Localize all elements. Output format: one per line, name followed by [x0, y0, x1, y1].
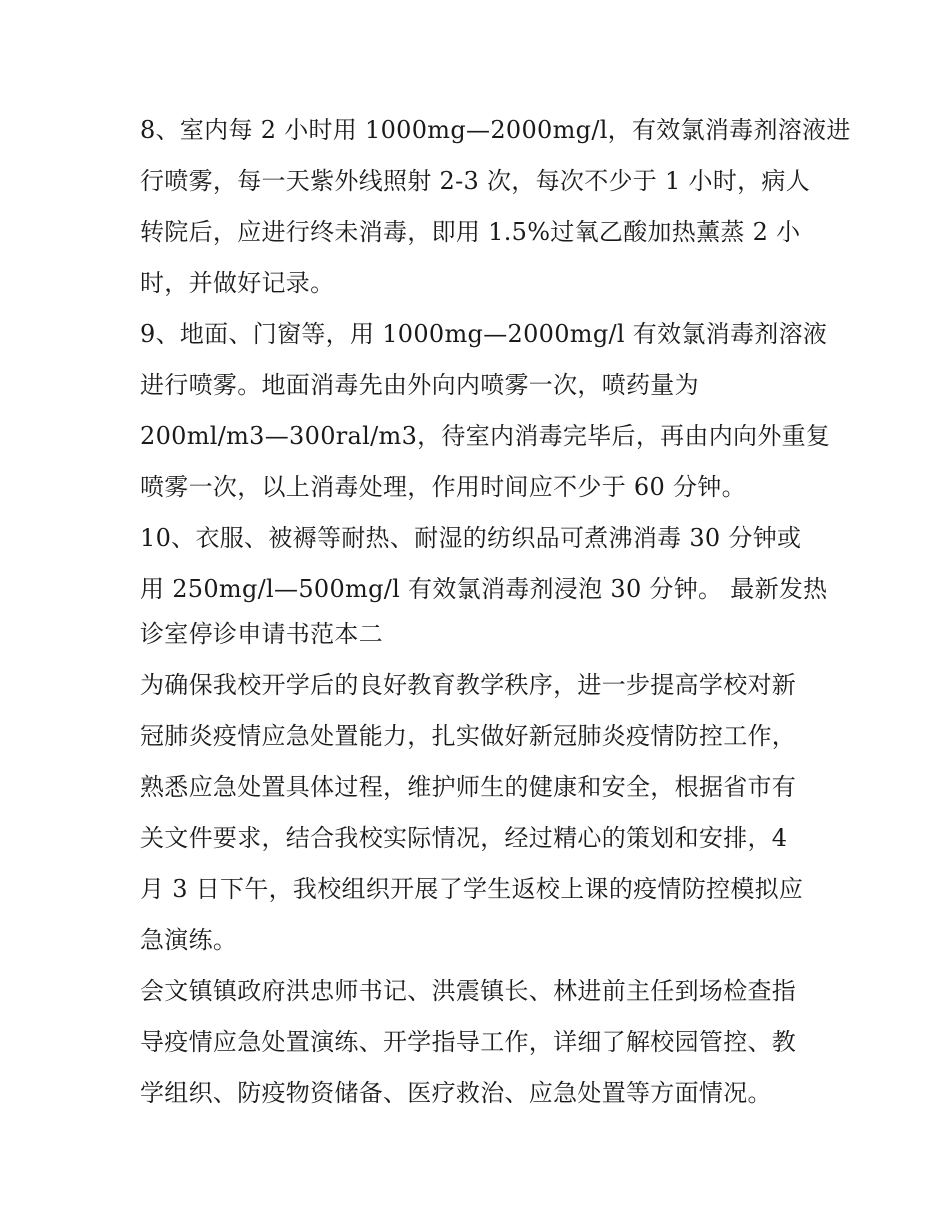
text-line-18: 会文镇镇政府洪忠师书记、洪震镇长、林进前主任到场检查指	[140, 977, 797, 1005]
text-line-8: 喷雾一次，以上消毒处理，作用时间应不少于 60 分钟。	[140, 473, 746, 501]
text-line-14: 熟悉应急处置具体过程，维护师生的健康和安全，根据省市有	[140, 773, 797, 801]
text-line-6: 进行喷雾。地面消毒先由外向内喷雾一次，喷药量为	[140, 371, 699, 399]
text-line-17: 急演练。	[140, 926, 238, 954]
text-line-19: 导疫情应急处置演练、开学指导工作，详细了解校园管控、教	[140, 1028, 797, 1056]
text-line-4: 时，并做好记录。	[140, 269, 335, 297]
text-line-13: 冠肺炎疫情应急处置能力，扎实做好新冠肺炎疫情防控工作，	[140, 722, 797, 750]
text-line-10: 用 250mg/l—500mg/l 有效氯消毒剂浸泡 30 分钟。 最新发热	[140, 575, 828, 603]
text-line-15: 关文件要求，结合我校实际情况，经过精心的策划和安排，4	[140, 824, 788, 852]
text-line-12: 为确保我校开学后的良好教育教学秩序，进一步提高学校对新	[140, 671, 797, 699]
text-line-16: 月 3 日下午，我校组织开展了学生返校上课的疫情防控模拟应	[140, 875, 804, 903]
text-line-3: 转院后，应进行终未消毒，即用 1.5%过氧乙酸加热薰蒸 2 小	[140, 218, 801, 246]
text-line-2: 行喷雾，每一天紫外线照射 2-3 次，每次不少于 1 小时，病人	[140, 167, 811, 195]
text-line-1: 8、室内每 2 小时用 1000mg—2000mg/l，有效氯消毒剂溶液进	[140, 116, 851, 144]
text-line-11: 诊室停诊申请书范本二	[140, 620, 383, 648]
text-line-5: 9、地面、门窗等，用 1000mg—2000mg/l 有效氯消毒剂溶液	[140, 320, 828, 348]
text-line-9: 10、衣服、被褥等耐热、耐湿的纺织品可煮沸消毒 30 分钟或	[140, 524, 802, 552]
text-line-7: 200ml/m3—300ral/m3，待室内消毒完毕后，再由内向外重复	[140, 422, 831, 450]
text-line-20: 学组织、防疫物资储备、医疗救治、应急处置等方面情况。	[140, 1079, 772, 1107]
